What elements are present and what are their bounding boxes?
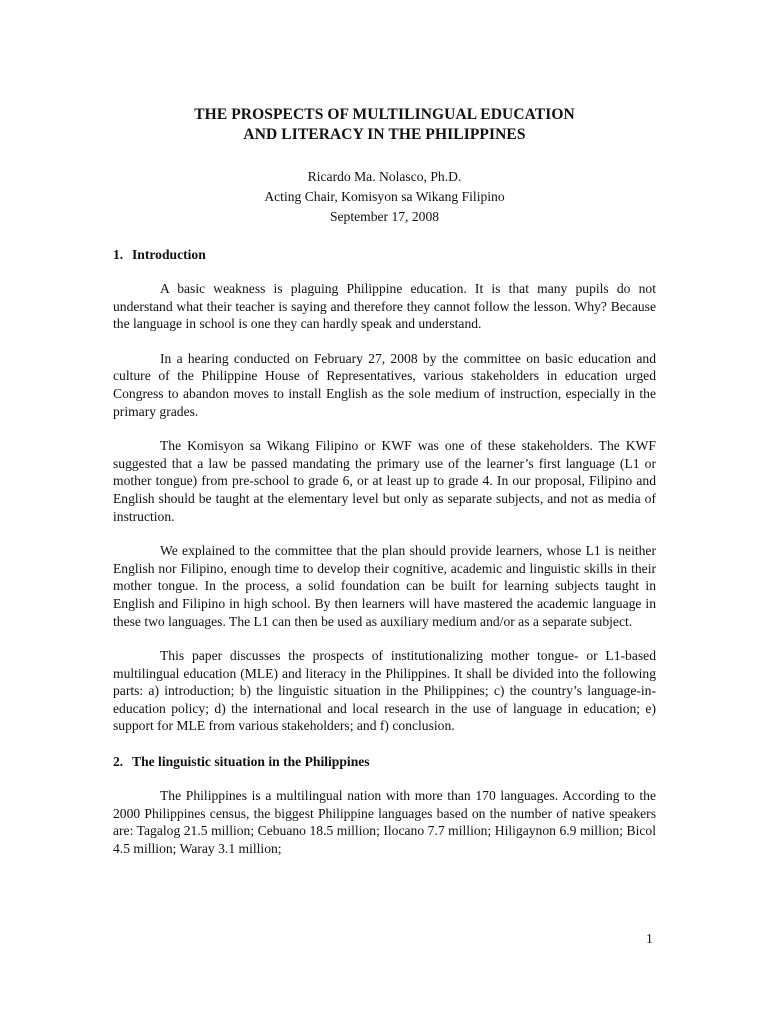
paragraph: This paper discusses the prospects of institutionalizing mother tongue- or L1-based multilingual education (MLE) and literacy in the Philippines. It shall be divided into the following parts: a) introduction; b) the linguistic situation in the Philippines; c) the country’s language-in-education policy; d) the international and local research in the use of language in education; e) support for MLE from various stakeholders; and f) conclusion. (113, 648, 656, 734)
page-number: 1 (646, 931, 653, 946)
section-number: 1. (113, 247, 124, 262)
paragraph: A basic weakness is plaguing Philippine education. It is that many pupils do not understand what their teacher is saying and therefore they cannot follow the lesson. Why? Because the language in school is one they can hardly speak and understand. (113, 281, 656, 332)
author-block (113, 167, 656, 227)
document-date: September 17, 2008 (329, 209, 440, 224)
title-line-1: THE PROSPECTS OF MULTILINGUAL EDUCATION (194, 106, 575, 123)
section-title: The linguistic situation in the Philippines (132, 754, 370, 770)
section-title: Introduction (132, 247, 206, 262)
paragraph: The Philippines is a multilingual nation with more than 170 languages. According to the 2000 Philippines census, the biggest Philippine languages based on the number of native speakers are: Tagalog 21.5 million; Cebuano 18.5 million; Ilocano 7.7 million; Hiligaynon 6.9 million; Bicol 4.5 million; Waray 3.1 million; (113, 788, 656, 856)
author-name: Ricardo Ma. Nolasco, Ph.D. (307, 169, 462, 184)
paragraph: In a hearing conducted on February 27, 2008 by the committee on basic education and culture of the Philippine House of Representatives, various stakeholders in education urged Congress to abandon moves to install English as the sole medium of instruction, especially in the primary grades. (113, 350, 656, 419)
section-number: 2. (113, 754, 124, 770)
title-line-2: AND LITERACY IN THE PHILIPPINES (243, 126, 526, 143)
document-title (113, 105, 656, 145)
page-content (113, 105, 656, 857)
section-heading-introduction (113, 245, 656, 265)
paragraph: The Komisyon sa Wikang Filipino or KWF was one of these stakeholders. The KWF suggested that a law be passed mandating the primary use of the learner’s first language (L1 or mother tongue) from pre-school to grade 6, or at least up to grade 4. In our proposal, Filipino and English should be taught at the elementary level but only as separate subjects, and not as media of instruction. (113, 438, 656, 524)
section-heading-linguistic-situation (113, 752, 656, 772)
paragraph: We explained to the committee that the plan should provide learners, whose L1 is neither English nor Filipino, enough time to develop their cognitive, academic and linguistic skills in their mother tongue. In the process, a solid foundation can be built for learning subjects taught in English and Filipino in high school. By then learners will have mastered the academic language in these two languages. The L1 can then be used as auxiliary medium and/or as a separate subject. (113, 543, 656, 629)
author-affiliation: Acting Chair, Komisyon sa Wikang Filipino (264, 189, 505, 204)
